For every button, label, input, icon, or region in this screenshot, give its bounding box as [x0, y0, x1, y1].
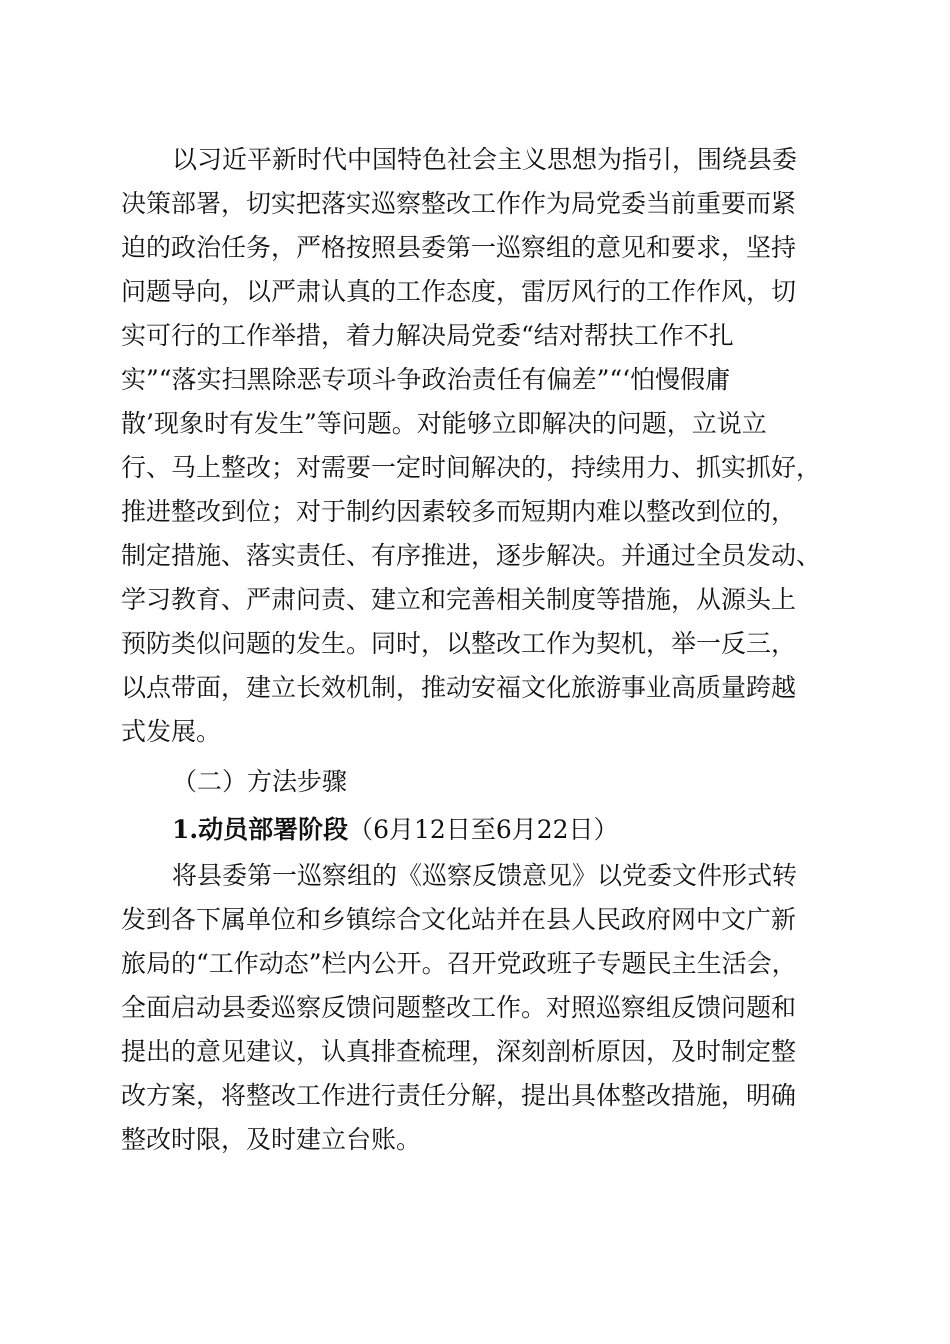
paragraph-1-line-7: 散’现象时有发生”等问题。对能够立即解决的问题，立说立 [121, 409, 767, 438]
paragraph-2-line-7: 整改时限，及时建立台账。 [121, 1125, 422, 1154]
paragraph-1-line-10: 制定措施、落实责任、有序推进，逐步解决。并通过全员发动、 [121, 541, 822, 570]
paragraph-1-line-4: 问题导向，以严肃认真的工作态度，雷厉风行的工作作风，切 [121, 277, 797, 306]
paragraph-2-line-1: 将县委第一巡察组的《巡察反馈意见》以党委文件形式转 [172, 861, 798, 890]
subsection-title: 1.动员部署阶段 [172, 815, 349, 844]
paragraph-1-line-3: 迫的政治任务，严格按照县委第一巡察组的意见和要求，坚持 [121, 233, 797, 262]
paragraph-2-line-3: 旅局的“工作动态”栏内公开。召开党政班子专题民主生活会， [121, 949, 797, 978]
paragraph-1-line-12: 预防类似问题的发生。同时，以整改工作为契机，举一反三， [121, 629, 797, 658]
section-heading: （二）方法步骤 [172, 767, 348, 796]
paragraph-1-line-8: 行、马上整改；对需要一定时间解决的，持续用力、抓实抓好， [121, 453, 822, 482]
paragraph-1-line-2: 决策部署，切实把落实巡察整改工作作为局党委当前重要而紧 [121, 189, 797, 218]
paragraph-1-line-1: 以习近平新时代中国特色社会主义思想为指引，围绕县委 [172, 145, 798, 174]
paragraph-2-line-6: 改方案，将整改工作进行责任分解，提出具体整改措施，明确 [121, 1081, 797, 1110]
paragraph-1-line-14: 式发展。 [121, 717, 222, 746]
paragraph-1-line-11: 学习教育、严肃问责、建立和完善相关制度等措施，从源头上 [121, 585, 797, 614]
paragraph-1-line-13: 以点带面，建立长效机制，推动安福文化旅游事业高质量跨越 [121, 673, 797, 702]
paragraph-1-line-9: 推进整改到位；对于制约因素较多而短期内难以整改到位的， [121, 497, 797, 526]
subsection-dates: （6月12日至6月22日） [348, 815, 619, 844]
paragraph-2-line-4: 全面启动县委巡察反馈问题整改工作。对照巡察组反馈问题和 [121, 993, 797, 1022]
paragraph-2-line-5: 提出的意见建议，认真排查梳理，深刻剖析原因，及时制定整 [121, 1037, 797, 1066]
subsection-heading [172, 810, 619, 850]
paragraph-2-line-2: 发到各下属单位和乡镇综合文化站并在县人民政府网中文广新 [121, 905, 797, 934]
paragraph-1-line-6: 实”“落实扫黑除恶专项斗争政治责任有偏差”“‘怕慢假庸 [121, 365, 731, 394]
paragraph-1-line-5: 实可行的工作举措，着力解决局党委“结对帮扶工作不扎 [121, 321, 734, 350]
